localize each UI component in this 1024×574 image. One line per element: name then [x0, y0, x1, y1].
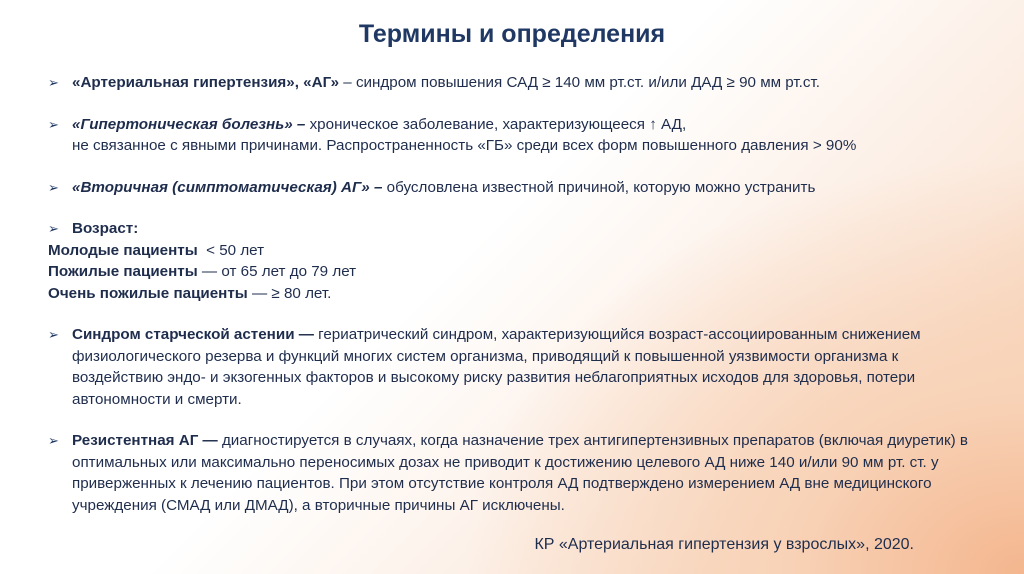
- term-label: «Вторичная (симптоматическая) АГ» –: [72, 178, 383, 196]
- arrow-bullet-icon: ➢: [48, 433, 59, 448]
- definition-ag: [48, 72, 988, 94]
- age-value: — ≥ 80 лет.: [247, 284, 332, 302]
- arrow-bullet-icon: ➢: [48, 221, 59, 236]
- term-label: Синдром старческой астении —: [72, 326, 314, 343]
- age-value: < 50 лет: [197, 241, 265, 259]
- term-definition-continued: не связанное с явными причинами. Распространенность «ГБ» среди всех форм повышенного давления > 90%: [72, 137, 857, 154]
- age-elderly: [48, 261, 988, 283]
- definition-secondary: [48, 177, 988, 199]
- term-definition: гериатрический синдром, характеризующийся возраст-ассоциированным снижением физиологического резерва и функций многих систем организма, приводящий к повышенной уязвимости организма к воздействию эндо- и экзогенных факторов и высокому риску развития неблагоприятных исходов для здоровья, потери автономности и смерти.: [72, 326, 921, 408]
- term-definition: диагностируется в случаях, когда назначение трех антигипертензивных препаратов (включая диуретик) в оптимальных или максимально переносимых дозах не приводит к достижению целевого АД ниже 140 и/или 90 мм рт. ст. у приверженных к лечению пациентов. При этом отсутствие контроля АД подтверждено измерением АД вне медицинского учреждения (СМАД или ДМАД), а вторичные причины АГ исключены.: [72, 432, 968, 514]
- age-label: Очень пожилые пациенты: [48, 284, 248, 302]
- arrow-bullet-icon: ➢: [48, 116, 59, 132]
- slide-title: Термины и определения: [358, 20, 666, 48]
- term-definition: обусловлена известной причиной, которую можно устранить: [382, 178, 816, 196]
- definition-asthenia: [48, 324, 988, 410]
- term-definition: – синдром повышения САД ≥ 140 мм рт.ст. и/или ДАД ≥ 90 мм рт.ст.: [339, 74, 820, 91]
- age-heading: Возраст:: [72, 220, 139, 237]
- definition-resistant: [48, 430, 988, 516]
- term-label: «Гипертоническая болезнь» –: [72, 115, 306, 133]
- age-label: Молодые пациенты: [48, 241, 198, 259]
- term-label: Резистентная АГ —: [72, 432, 218, 449]
- age-section: [48, 218, 988, 240]
- definitions-list: [48, 72, 988, 516]
- term-definition: хроническое заболевание, характеризующееся ↑ АД,: [305, 115, 687, 133]
- definition-gb: [48, 114, 988, 157]
- age-very-old: [48, 283, 988, 305]
- source-citation: КР «Артериальная гипертензия у взрослых», 2020.: [534, 536, 914, 553]
- age-label: Пожилые пациенты: [48, 263, 198, 280]
- arrow-bullet-icon: ➢: [48, 327, 59, 342]
- age-young: [48, 240, 988, 262]
- term-label: «Артериальная гипертензия», «АГ»: [72, 74, 340, 91]
- arrow-bullet-icon: ➢: [48, 179, 59, 195]
- arrow-bullet-icon: ➢: [48, 75, 59, 90]
- age-value: — от 65 лет до 79 лет: [197, 263, 357, 280]
